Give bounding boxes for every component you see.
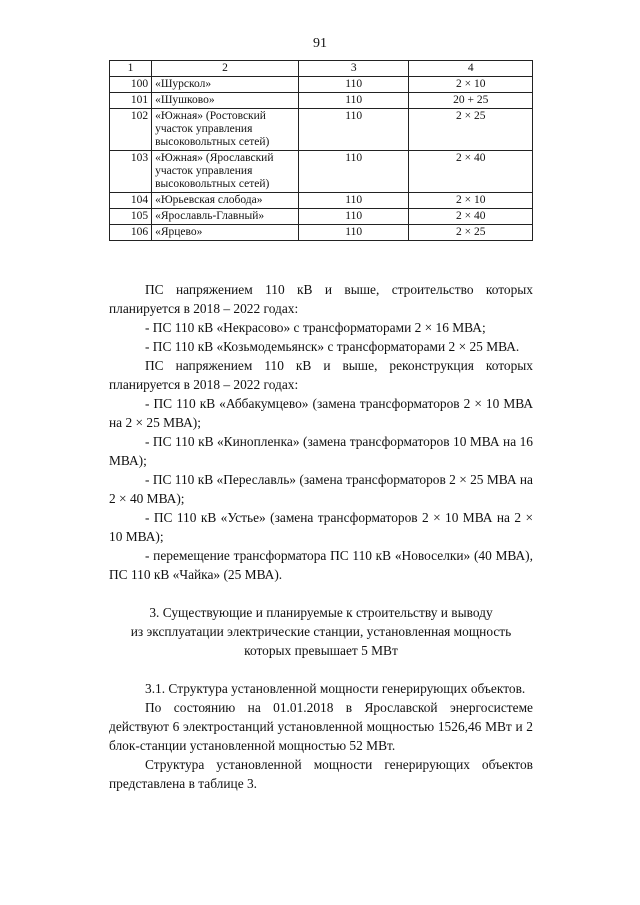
transformer-capacity: 2 × 10 [409, 77, 533, 93]
table-row [110, 225, 533, 241]
substation-name: «Ярцево» [152, 225, 299, 241]
list-item: - ПС 110 кВ «Кинопленка» (замена трансформаторов 10 МВА на 16 МВА); [109, 434, 533, 468]
substation-name: «Шушково» [152, 93, 299, 109]
voltage: 110 [298, 225, 408, 241]
voltage: 110 [298, 151, 408, 193]
paragraph-new-substations: ПС напряжением 110 кВ и выше, строительство которых планируется в 2018 – 2022 годах: [109, 282, 533, 316]
header-col-2: 2 [152, 61, 299, 77]
table-row [110, 209, 533, 225]
transformer-capacity: 2 × 40 [409, 151, 533, 193]
list-item: - перемещение трансформатора ПС 110 кВ «Новоселки» (40 МВА), ПС 110 кВ «Чайка» (25 МВА). [109, 548, 533, 582]
voltage: 110 [298, 109, 408, 151]
paragraph-reconstruction: ПС напряжением 110 кВ и выше, реконструкция которых планируется в 2018 – 2022 годах: [109, 358, 533, 392]
table-row [110, 193, 533, 209]
paragraph-power-plants: По состоянию на 01.01.2018 в Ярославской энергосистеме действуют 6 электростанций установленной мощностью 1526,46 МВт и 2 блок-станции установленной мощностью 52 МВт. [109, 700, 533, 753]
list-item: - ПС 110 кВ «Некрасово» с трансформаторами 2 × 16 МВА; [145, 320, 486, 335]
section-heading-line-3: которых превышает 5 МВт [244, 643, 398, 658]
voltage: 110 [298, 93, 408, 109]
substation-name: «Южная» (Ярославский участок управления высоковольтных сетей) [152, 151, 299, 193]
list-item: - ПС 110 кВ «Устье» (замена трансформаторов 2 × 10 МВА на 2 × 10 МВА); [109, 510, 533, 544]
section-heading [109, 603, 533, 660]
substation-name: «Ярославль-Главный» [152, 209, 299, 225]
transformer-capacity: 2 × 10 [409, 193, 533, 209]
voltage: 110 [298, 77, 408, 93]
table-row [110, 151, 533, 193]
body-text [109, 280, 533, 793]
row-number: 106 [110, 225, 152, 241]
row-number: 105 [110, 209, 152, 225]
transformer-capacity: 2 × 40 [409, 209, 533, 225]
list-item: - ПС 110 кВ «Переславль» (замена трансформаторов 2 × 25 МВА на 2 × 40 МВА); [109, 472, 533, 506]
voltage: 110 [298, 209, 408, 225]
substation-name: «Юрьевская слобода» [152, 193, 299, 209]
row-number: 101 [110, 93, 152, 109]
substation-name: «Шурскол» [152, 77, 299, 93]
header-col-1: 1 [110, 61, 152, 77]
row-number: 103 [110, 151, 152, 193]
header-col-4: 4 [409, 61, 533, 77]
row-number: 104 [110, 193, 152, 209]
row-number: 100 [110, 77, 152, 93]
substation-name: «Южная» (Ростовский участок управления высоковольтных сетей) [152, 109, 299, 151]
transformer-capacity: 20 + 25 [409, 93, 533, 109]
page-number: 91 [313, 36, 327, 51]
table-row [110, 109, 533, 151]
table-row [110, 77, 533, 93]
transformer-capacity: 2 × 25 [409, 225, 533, 241]
section-heading-line-2: из эксплуатации электрические станции, установленная мощность [130, 624, 512, 639]
subsection-heading: 3.1. Структура установленной мощности генерирующих объектов. [145, 681, 526, 696]
substations-table [109, 60, 533, 241]
voltage: 110 [298, 193, 408, 209]
list-item: - ПС 110 кВ «Аббакумцево» (замена трансформаторов 2 × 10 МВА на 2 × 25 МВА); [109, 396, 533, 430]
transformer-capacity: 2 × 25 [409, 109, 533, 151]
table-header-row [110, 61, 533, 77]
section-heading-line-1: 3. Существующие и планируемые к строительству и выводу [149, 605, 493, 620]
header-col-3: 3 [298, 61, 408, 77]
list-item: - ПС 110 кВ «Козьмодемьянск» с трансформаторами 2 × 25 МВА. [145, 339, 520, 354]
row-number: 102 [110, 109, 152, 151]
table-row [110, 93, 533, 109]
paragraph-table-reference: Структура установленной мощности генерирующих объектов представлена в таблице 3. [109, 757, 533, 791]
